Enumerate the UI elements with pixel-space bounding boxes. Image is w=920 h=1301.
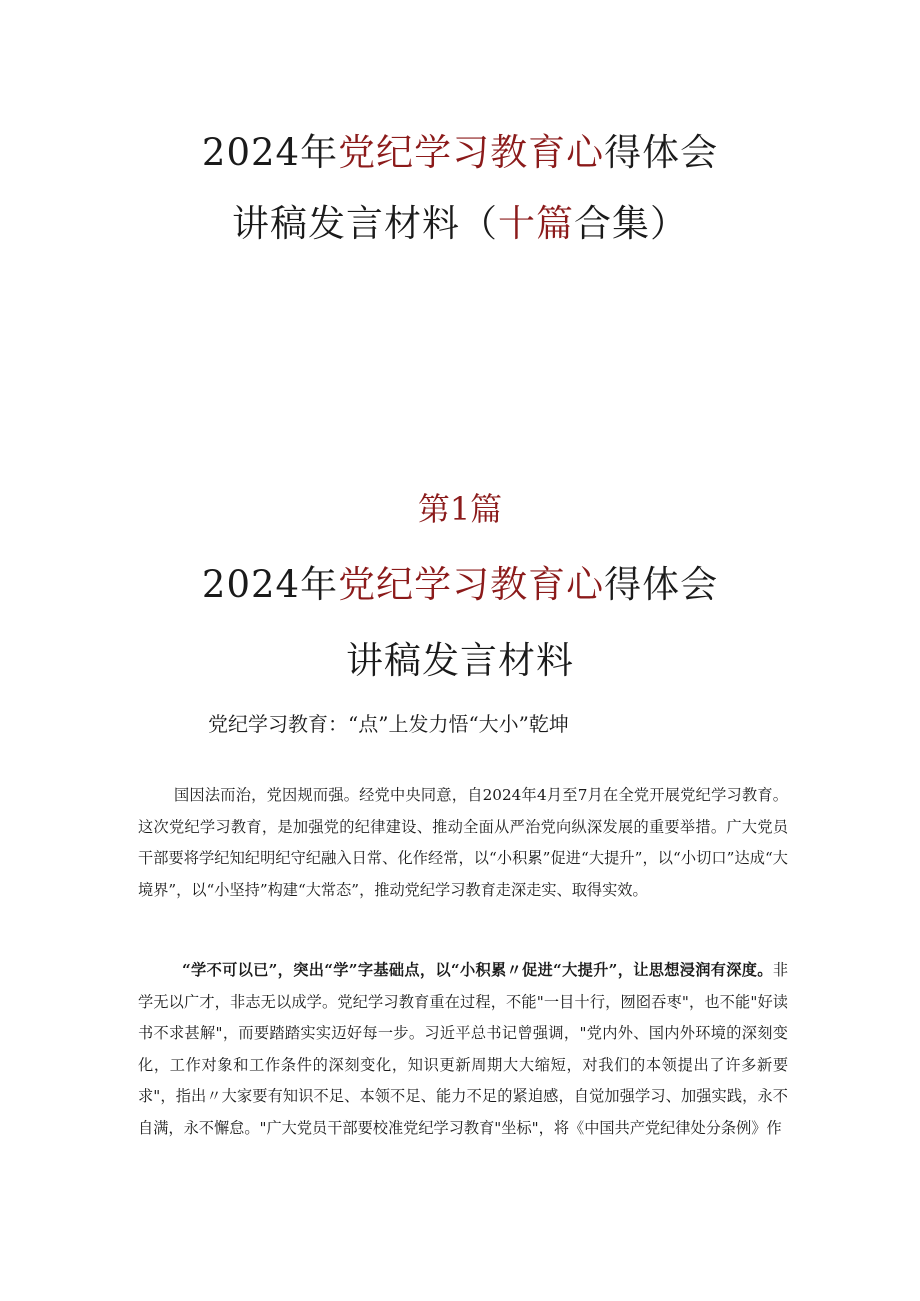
article-title-line1 — [0, 554, 920, 608]
paragraph-2-body: 非学无以广才，非志无以成学。党纪学习教育重在过程，不能"一目十行，囫囵吞枣"，也不能"好读书不求甚解"，而要踏踏实实迈好每一步。习近平总书记曾强调，"党内外、国内外环境的深刻变化，工作对象和工作条件的深刻变化，知识更新周期大大缩短，对我们的本领提出了许多新要求"，指出〃大家要有知识不足、本领不足、能力不足的紧迫感，自觉加强学习、加强实践，永不自满，永不懈怠。"广大党员干部要校准党纪学习教育"坐标"，将《中国共产党纪律处分条例》作 — [138, 961, 788, 1137]
cover-title-tail: 得体会 — [604, 131, 719, 174]
cover-title-highlight: 党纪学习教育心 — [338, 131, 605, 174]
article-title-year: 2024年 — [201, 563, 339, 606]
cover-title-line1 — [0, 122, 920, 176]
cover-title-year: 2024年 — [201, 131, 339, 174]
article-title-line2: 讲稿发言材料 — [346, 639, 574, 682]
cover-subtitle-tail: 合集） — [574, 202, 688, 245]
article-title-highlight: 党纪学习教育心 — [338, 563, 605, 606]
cover-title-line2 — [0, 193, 920, 247]
article-title-tail: 得体会 — [604, 563, 719, 606]
cover-subtitle-highlight: 十篇 — [498, 202, 574, 245]
paragraph-2-lead: “学不可以已”，突出“学”字基础点，以“小积累〃促进“大提升”，让思想浸润有深度。 — [182, 961, 773, 979]
paragraph-2 — [138, 955, 788, 1145]
article-subtitle: 党纪学习教育：“点”上发力悟“大小”乾坤 — [208, 712, 569, 736]
chapter-heading: 第1篇 — [417, 490, 503, 528]
paragraph-1: 国因法而治，党因规而强。经党中央同意，自2024年4月至7月在全党开展党纪学习教育。这次党纪学习教育，是加强党的纪律建设、推动全面从严治党向纵深发展的重要举措。广大党员干部要将学纪知纪明纪守纪融入日常、化作经常，以“小积累”促进“大提升”，以“小切口”达成“大境界”，以“小坚持”构建“大常态”，推动党纪学习教育走深走实、取得实效。 — [138, 786, 788, 899]
cover-subtitle-head: 讲稿发言材料（ — [232, 202, 498, 245]
